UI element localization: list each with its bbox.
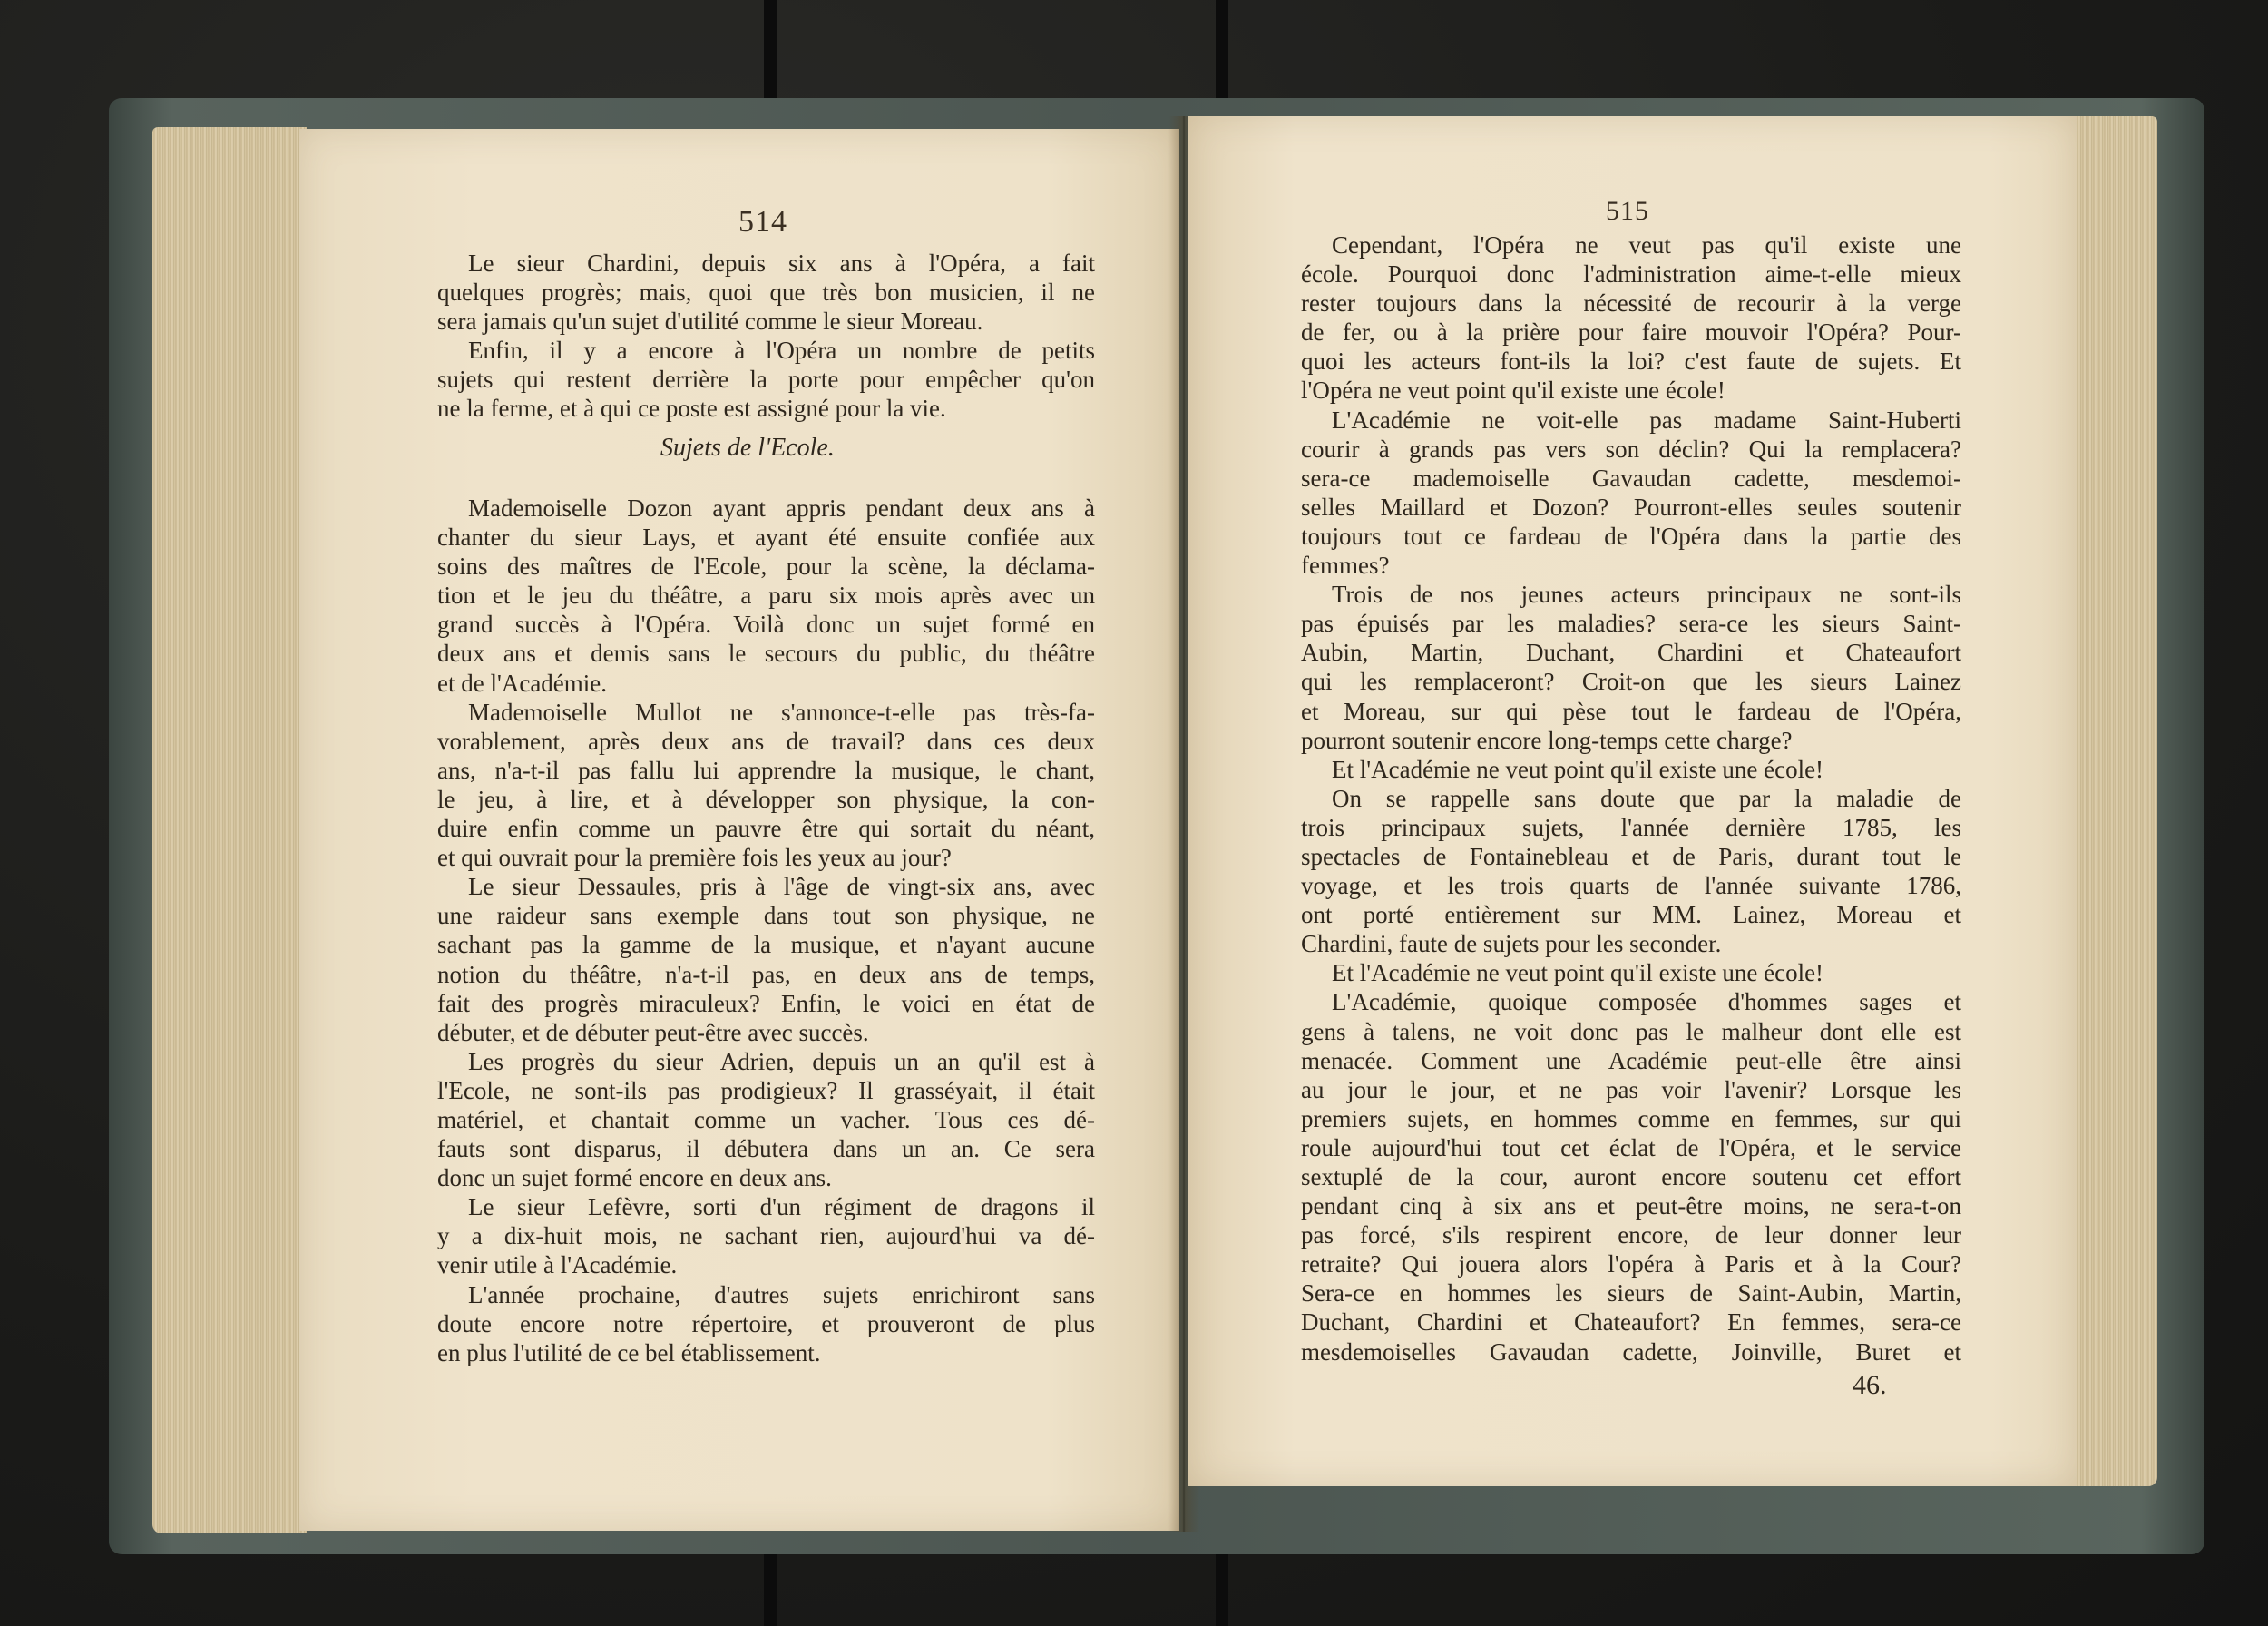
text-line: sujets qui restent derrière la porte pour empêcher qu'on <box>437 366 1095 394</box>
text-line: Trois de nos jeunes acteurs principaux ne sont-ils <box>1332 581 1961 609</box>
text-line: Le sieur Dessaules, pris à l'âge de vingt-six ans, avec <box>468 873 1095 901</box>
section-title: Sujets de l'Ecole. <box>660 434 835 462</box>
text-line: et qui ouvrait pour la première fois les yeux au jour? <box>437 844 952 872</box>
text-line: quoi les acteurs font-ils la loi? c'est faute de sujets. Et <box>1301 348 1961 376</box>
text-line: grand succès à l'Opéra. Voilà donc un sujet formé en <box>437 611 1095 639</box>
text-line: Le sieur Chardini, depuis six ans à l'Opéra, a fait <box>468 250 1095 277</box>
signature-mark: 46. <box>1853 1370 1887 1400</box>
text-line: le jeu, à lire, et à développer son physique, la con- <box>437 785 1095 813</box>
text-line: toujours tout ce fardeau de l'Opéra dans la partie des <box>1301 522 1961 550</box>
text-line: doute encore notre répertoire, et prouveront de plus <box>437 1309 1095 1337</box>
text-line: trois principaux sujets, l'année dernière 1785, les <box>1301 813 1961 841</box>
text-line: quelques progrès; mais, quoi que très bon musicien, il ne <box>437 279 1095 307</box>
text-line: selles Maillard et Dozon? Pourront-elles seules soutenir <box>1301 493 1961 521</box>
text-line: l'Ecole, ne sont-ils pas prodigieux? Il grasséyait, il était <box>437 1076 1095 1104</box>
text-line: Duchant, Chardini et Chateaufort? En femmes, sera-ce <box>1301 1308 1961 1337</box>
text-line: et Moreau, sur qui pèse tout le fardeau de l'Opéra, <box>1301 697 1961 725</box>
text-line: Mademoiselle Mullot ne s'annonce-t-elle pas très-fa- <box>468 698 1095 726</box>
text-line: Cependant, l'Opéra ne veut pas qu'il existe une <box>1332 231 1961 259</box>
text-line: qui les remplaceront? Croit-on que les sieurs Lainez <box>1301 668 1961 696</box>
text-line: chanter du sieur Lays, et ayant été ensuite confiée aux <box>437 524 1095 552</box>
text-line: rester toujours dans la nécessité de recourir à la verge <box>1301 289 1961 318</box>
text-line: retraite? Qui jouera alors l'opéra à Paris et à la Cour? <box>1301 1250 1961 1278</box>
text-line: pas épuisés par les maladies? sera-ce les sieurs Saint- <box>1301 610 1961 638</box>
page-edges-right <box>2076 116 2157 1486</box>
text-line: pas forcé, s'ils respirent encore, de leur donner leur <box>1301 1221 1961 1249</box>
page-edges-left <box>152 127 307 1533</box>
right-page-number: 515 <box>1606 196 1649 226</box>
text-line: sachant pas la gamme de la musique, et n'ayant aucune <box>437 931 1095 959</box>
left-page-number: 514 <box>738 205 787 239</box>
text-line: école. Pourquoi donc l'administration aime-t-elle mieux <box>1301 260 1961 289</box>
text-line: donc un sujet formé encore en deux ans. <box>437 1164 832 1192</box>
text-line: roule aujourd'hui tout cet éclat de l'Opéra, et le service <box>1301 1133 1961 1161</box>
right-page <box>1188 116 2077 1486</box>
text-line: L'Académie ne voit-elle pas madame Saint-Huberti <box>1332 406 1961 434</box>
text-line: débuter, et de débuter peut-être avec succès. <box>437 1018 869 1046</box>
text-line: vorablement, après deux ans de travail? dans ces deux <box>437 727 1095 755</box>
text-line: y a dix-huit mois, ne sachant rien, aujourd'hui va dé- <box>437 1222 1095 1250</box>
text-line: Chardini, faute de sujets pour les seconder. <box>1301 930 1722 958</box>
text-line: L'Académie, quoique composée d'hommes sages et <box>1332 988 1961 1016</box>
text-line: fauts sont disparus, il débutera dans un an. Ce sera <box>437 1135 1095 1163</box>
text-line: L'année prochaine, d'autres sujets enrichiront sans <box>468 1280 1095 1308</box>
text-line: notion du théâtre, n'a-t-il pas, en deux ans de temps, <box>437 960 1095 988</box>
text-line: au jour le jour, et ne pas voir l'avenir? Lorsque les <box>1301 1075 1961 1103</box>
right-body-text <box>1301 230 1961 1366</box>
text-line: gens à talens, ne voit donc pas le malheur dont elle est <box>1301 1017 1961 1045</box>
text-line: ne la ferme, et à qui ce poste est assigné pour la vie. <box>437 395 946 423</box>
text-line: et de l'Académie. <box>437 669 608 697</box>
text-line: premiers sujets, en hommes comme en femmes, sur qui <box>1301 1104 1961 1132</box>
text-line: Enfin, il y a encore à l'Opéra un nombre de petits <box>468 337 1095 365</box>
text-line: On se rappelle sans doute que par la maladie de <box>1332 784 1961 812</box>
text-line: sera jamais qu'un sujet d'utilité comme le sieur Moreau. <box>437 308 983 336</box>
left-intro-text <box>437 249 1095 424</box>
text-line: Aubin, Martin, Duchant, Chardini et Chateaufort <box>1301 639 1961 667</box>
text-line: Et l'Académie ne veut point qu'il existe une école! <box>1332 959 1824 987</box>
text-line: l'Opéra ne veut point qu'il existe une école! <box>1301 377 1725 405</box>
text-line: fait des progrès miraculeux? Enfin, le voici en état de <box>437 989 1095 1017</box>
text-line: mesdemoiselles Gavaudan cadette, Joinville, Buret et <box>1301 1337 1961 1366</box>
text-line: une raideur sans exemple dans tout son physique, ne <box>437 902 1095 930</box>
left-body-text <box>437 494 1095 1367</box>
text-line: Le sieur Lefèvre, sorti d'un régiment de dragons il <box>468 1193 1095 1221</box>
text-line: Les progrès du sieur Adrien, depuis un an qu'il est à <box>468 1047 1095 1075</box>
text-line: de fer, ou à la prière pour faire mouvoir l'Opéra? Pour- <box>1301 318 1961 347</box>
text-line: spectacles de Fontainebleau et de Paris, durant tout le <box>1301 842 1961 870</box>
text-line: venir utile à l'Académie. <box>437 1251 678 1279</box>
text-line: pourront soutenir encore long-temps cette charge? <box>1301 726 1793 754</box>
text-line: ont porté entièrement sur MM. Lainez, Moreau et <box>1301 901 1961 929</box>
text-line: tion et le jeu du théâtre, a paru six mois après avec un <box>437 582 1095 610</box>
text-line: courir à grands pas vers son déclin? Qui la remplacera? <box>1301 435 1961 463</box>
text-line: voyage, et les trois quarts de l'année suivante 1786, <box>1301 872 1961 900</box>
text-line: Sera-ce en hommes les sieurs de Saint-Aubin, Martin, <box>1301 1279 1961 1308</box>
left-page <box>299 129 1179 1531</box>
text-line: femmes? <box>1301 552 1390 580</box>
text-line: sextuplé de la cour, auront encore soutenu cet effort <box>1301 1163 1961 1190</box>
text-line: menacée. Comment une Académie peut-elle être ainsi <box>1301 1046 1961 1074</box>
text-line: duire enfin comme un pauvre être qui sortait du néant, <box>437 815 1095 843</box>
text-line: Et l'Académie ne veut point qu'il existe une école! <box>1332 755 1824 783</box>
text-line: sera-ce mademoiselle Gavaudan cadette, mesdemoi- <box>1301 464 1961 492</box>
text-line: ans, n'a-t-il pas fallu lui apprendre la musique, le chant, <box>437 756 1095 784</box>
text-line: pendant cinq à six ans et peut-être moins, ne sera-t-on <box>1301 1192 1961 1220</box>
text-line: matériel, et chantait comme un vacher. Tous ces dé- <box>437 1105 1095 1133</box>
text-line: en plus l'utilité de ce bel établissement. <box>437 1338 821 1366</box>
text-line: soins des maîtres de l'Ecole, pour la scène, la déclama- <box>437 553 1095 581</box>
text-line: Mademoiselle Dozon ayant appris pendant deux ans à <box>468 495 1095 522</box>
text-line: deux ans et demis sans le secours du public, du théâtre <box>437 640 1095 668</box>
